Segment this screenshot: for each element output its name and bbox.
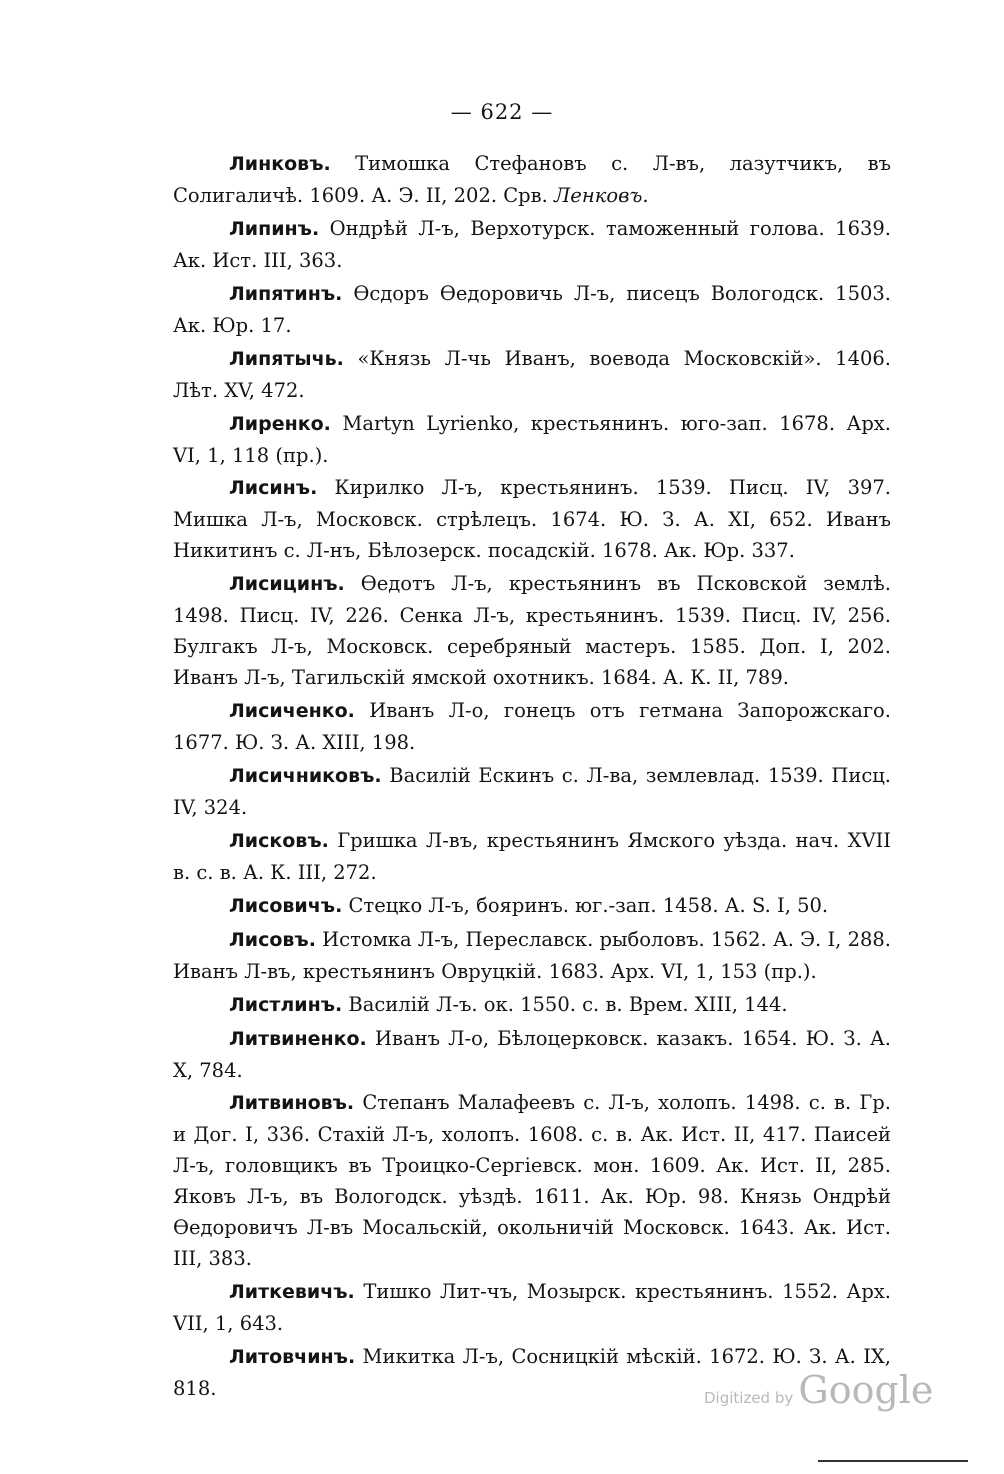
entry-headword: Липинъ. bbox=[229, 217, 320, 240]
entry-headword: Лисовъ. bbox=[229, 928, 316, 951]
digitized-watermark bbox=[704, 1368, 933, 1412]
entry-headword: Литкевичъ. bbox=[229, 1281, 355, 1304]
entry-headword: Литвиненко. bbox=[229, 1027, 367, 1050]
entry-headword: Листлинъ. bbox=[229, 993, 343, 1016]
entry-headword: Лисинъ. bbox=[229, 477, 318, 500]
watermark-prefix: Digitized by bbox=[704, 1389, 794, 1407]
entry-headword: Линковъ. bbox=[229, 153, 331, 175]
entry-headword: Лисовичъ. bbox=[229, 894, 343, 917]
entry bbox=[173, 1087, 891, 1274]
dictionary-entries bbox=[173, 148, 891, 1406]
entry-text: Ондрѣй Л-ъ, Верхотурск. таможенный голова. 1639. Ак. Ист. III, 363. bbox=[173, 216, 891, 272]
entry bbox=[173, 472, 891, 566]
entry-text: Martyn Lyrienko, крестьянинъ. юго-зап. 1678. Арх. VI, 1, 118 (пр.). bbox=[173, 411, 891, 467]
entry bbox=[173, 924, 891, 987]
entry-text: Өсдоръ Өедоровичь Л-ъ, писецъ Вологодск. 1503. Ак. Юр. 17. bbox=[173, 281, 891, 337]
entry bbox=[173, 760, 891, 823]
entry-headword: Литвиновъ. bbox=[229, 1092, 355, 1115]
entry bbox=[173, 408, 891, 471]
entry-text: «Князь Л-чь Иванъ, воевода Московскій». 1406. Лѣт. XV, 472. bbox=[173, 346, 891, 402]
entry-headword: Лисковъ. bbox=[229, 830, 329, 853]
entry-text: Истомка Л-ъ, Переславск. рыболовъ. 1562. А. Э. I, 288. Иванъ Л-въ, крестьянинъ Овруцкій. 1683. Арх. VI, 1, 153 (пр.). bbox=[173, 927, 891, 983]
entry bbox=[173, 695, 891, 758]
entry bbox=[173, 989, 891, 1021]
entry-text: Василій Ескинъ с. Л-ва, землевлад. 1539. Писц. IV, 324. bbox=[173, 764, 891, 820]
entry-text: Микитка Л-ъ, Сосницкій мѣскій. 1672. Ю. З. А. IX, 818. bbox=[173, 1345, 891, 1401]
entry-headword: Лиренко. bbox=[229, 412, 331, 435]
entry-text: Гришка Л-въ, крестьянинъ Ямского уѣзда. нач. XVII в. с. в. А. К. III, 272. bbox=[173, 829, 891, 885]
entry-headword: Липятычь. bbox=[229, 347, 344, 370]
page-number: — 622 — bbox=[450, 100, 554, 124]
entry-headword: Липятинъ. bbox=[229, 282, 343, 305]
entry-headword: Литовчинъ. bbox=[229, 1346, 356, 1369]
entry-text: Иванъ Л-о, Бѣлоцерковск. казакъ. 1654. Ю. З. А. X, 784. bbox=[173, 1026, 891, 1082]
entry bbox=[173, 278, 891, 341]
entry bbox=[173, 825, 891, 888]
entry-text: Степанъ Малафеевъ с. Л-ъ, холопъ. 1498. с. в. Гр. и Дог. I, 336. Стахій Л-ъ, холопъ. 1608. с. в. Ак. Ист. II, 417. Паисей Л-ъ, головщикъ въ Троицко-Сергіевск. мон. 1609. Ак. Ист. II, 285. Яковъ Л-ъ, въ Вологодск. уѣздѣ. 1611. Ак. Юр. 98. Князь Ондрѣй Өедоровичъ Л-въ Мосальскій, окольничій Московск. 1643. Ак. Ист. III, 383. bbox=[173, 1091, 891, 1271]
entry-headword: Лисицинъ. bbox=[229, 573, 345, 596]
entry-text: Тишко Лит-чъ, Мозырск. крестьянинъ. 1552. Арх. VII, 1, 643. bbox=[173, 1280, 891, 1336]
entry-text: Василій Л-ъ. ок. 1550. с. в. Врем. XIII, 144. bbox=[342, 992, 788, 1016]
entry-crossref: Ленковъ. bbox=[554, 184, 649, 207]
entry-headword: Лисичниковъ. bbox=[229, 765, 382, 788]
entry bbox=[173, 148, 891, 211]
bottom-rule bbox=[818, 1460, 968, 1462]
entry bbox=[173, 890, 891, 922]
entry-text: Кирилко Л-ъ, крестьянинъ. 1539. Писц. IV, 397. Мишка Л-ъ, Московск. стрѣлецъ. 1674. Ю. З. А. XI, 652. Иванъ Никитинъ с. Л-нъ, Бѣлозерск. посадскій. 1678. Ак. Юр. 337. bbox=[173, 476, 891, 563]
entry-text: Стецко Л-ъ, бояринъ. юг.-зап. 1458. А. S. I, 50. bbox=[342, 893, 829, 917]
entry-text: Иванъ Л-о, гонецъ отъ гетмана Запорожскаго. 1677. Ю. З. А. XIII, 198. bbox=[173, 699, 891, 755]
entry bbox=[173, 213, 891, 276]
entry bbox=[173, 1023, 891, 1086]
entry-headword: Лисиченко. bbox=[229, 700, 355, 723]
entry-text: Тимошка Стефановъ с. Л-въ, лазутчикъ, въ Солигаличѣ. 1609. А. Э. II, 202. Срв. bbox=[173, 152, 891, 207]
entry bbox=[173, 1276, 891, 1339]
google-logo: Google bbox=[798, 1368, 934, 1412]
entry bbox=[173, 568, 891, 693]
entry bbox=[173, 343, 891, 406]
entry-text: Өедотъ Л-ъ, крестьянинъ въ Псковской землѣ. 1498. Писц. IV, 226. Сенка Л-ъ, крестьянинъ. 1539. Писц. IV, 256. Булгакъ Л-ъ, Московск. серебряный мастеръ. 1585. Доп. I, 202. Иванъ Л-ъ, Тагильскій ямской охотникъ. 1684. А. К. II, 789. bbox=[173, 572, 891, 690]
